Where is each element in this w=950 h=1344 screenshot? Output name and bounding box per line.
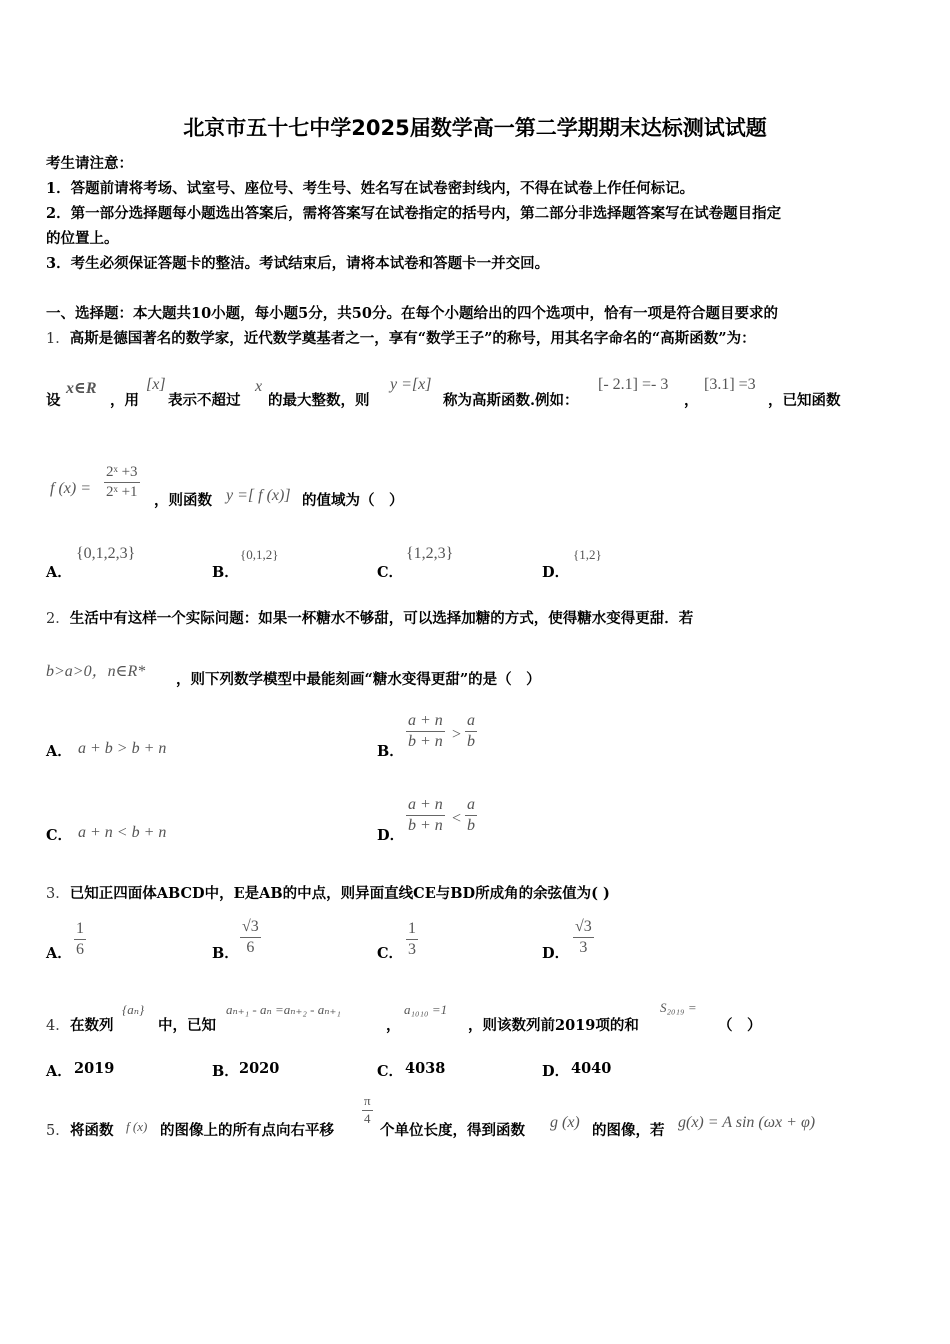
question-text: 中，已知 bbox=[158, 1017, 216, 1034]
option-label: D． bbox=[377, 827, 405, 844]
option-label: D． bbox=[542, 1063, 570, 1080]
fraction bbox=[573, 918, 594, 958]
math-expr: aₙ₊₁ - aₙ =aₙ₊₂ - aₙ₊₁ bbox=[226, 1002, 341, 1017]
math-expr: a₁₀₁₀ =1 bbox=[404, 1002, 448, 1017]
fraction bbox=[406, 796, 445, 836]
fraction-numerator: a bbox=[465, 712, 477, 732]
question-text: 的图像上的所有点向右平移 bbox=[160, 1122, 334, 1139]
question-text: ，则函数 bbox=[154, 492, 212, 509]
question-text: 已知正四面体ABCD中，E是AB的中点，则异面直线CE与BD所成角的余弦值为( ) bbox=[69, 885, 610, 902]
question-text: ， bbox=[684, 392, 699, 409]
option-value: 4038 bbox=[405, 1060, 446, 1077]
question-text: 的最大整数，则 bbox=[268, 392, 370, 409]
question-2-options-ab bbox=[46, 710, 906, 770]
fraction-numerator: 2ˣ +3 bbox=[104, 464, 140, 483]
question-text: ，用 bbox=[110, 392, 139, 409]
question-1-options bbox=[46, 545, 906, 581]
option-label: A． bbox=[46, 743, 72, 760]
math-expr: [x] bbox=[146, 376, 166, 393]
fraction bbox=[240, 918, 261, 958]
question-number: 1． bbox=[46, 331, 70, 347]
math-expr: x bbox=[255, 378, 263, 395]
question-text: 生活中有这样一个实际问题：如果一杯糖水不够甜，可以选择加糖的方式，使得糖水变得更甜．若 bbox=[69, 610, 694, 627]
notice-item: 2．第一部分选择题每小题选出答案后，需将答案写在试卷指定的括号内，第二部分非选择题答案写在试卷题目指定 bbox=[46, 205, 782, 222]
question-text: 高斯是德国著名的数学家，近代数学奠基者之一，享有“数学王子”的称号，用其名字命名的“高斯函数”为： bbox=[69, 330, 756, 347]
math-expr: g (x) bbox=[550, 1114, 580, 1131]
question-number: 5． bbox=[46, 1123, 70, 1139]
fraction bbox=[465, 712, 477, 752]
fraction bbox=[406, 920, 418, 960]
fraction bbox=[104, 464, 140, 502]
question-2-line1 bbox=[46, 607, 693, 628]
question-3 bbox=[46, 882, 610, 903]
fraction-denominator: b bbox=[467, 817, 475, 835]
math-operator: < bbox=[452, 810, 462, 827]
option-value: 2020 bbox=[239, 1060, 280, 1077]
math-expr: [3.1] =3 bbox=[704, 376, 756, 393]
math-expr: x∈R bbox=[66, 380, 97, 397]
fraction-numerator: √3 bbox=[573, 918, 594, 938]
option-value: {0,1,2,3} bbox=[76, 545, 136, 562]
fraction-numerator: a bbox=[465, 796, 477, 816]
option-label: B． bbox=[212, 945, 239, 962]
question-text: （ ） bbox=[718, 1017, 762, 1034]
fraction bbox=[406, 712, 445, 752]
math-expr: y =[ f (x)] bbox=[226, 487, 291, 504]
question-text: 个单位长度，得到函数 bbox=[380, 1122, 525, 1139]
fraction-numerator: 1 bbox=[74, 920, 86, 940]
option-label: A． bbox=[46, 1063, 72, 1080]
fraction-denominator: b + n bbox=[408, 733, 443, 751]
fraction-denominator: 2ˣ +1 bbox=[106, 484, 138, 501]
question-text: 在数列 bbox=[70, 1017, 114, 1034]
question-number: 4． bbox=[46, 1018, 70, 1034]
option-label: D． bbox=[542, 945, 570, 962]
option-label: B． bbox=[212, 1063, 239, 1080]
question-4-options bbox=[46, 1060, 906, 1080]
question-text: 设 bbox=[46, 392, 61, 409]
fraction bbox=[362, 1094, 373, 1127]
fraction-numerator: a + n bbox=[406, 712, 445, 732]
option-label: C． bbox=[377, 945, 404, 962]
option-label: C． bbox=[46, 827, 73, 844]
math-expr: b>a>0，n∈R* bbox=[46, 663, 146, 680]
math-expr: y =[x] bbox=[390, 376, 432, 393]
question-3-options bbox=[46, 918, 906, 972]
option-value: {1,2,3} bbox=[406, 545, 454, 562]
notice-heading: 考生请注意： bbox=[46, 155, 133, 172]
option-value: {1,2} bbox=[573, 547, 602, 562]
option-value: 2019 bbox=[74, 1060, 115, 1077]
fraction-denominator: 3 bbox=[408, 941, 416, 959]
fraction bbox=[74, 920, 86, 960]
question-1-line1 bbox=[46, 327, 756, 348]
math-expr: g(x) = A sin (ωx + φ) bbox=[678, 1114, 816, 1131]
question-text: 的图像，若 bbox=[592, 1122, 665, 1139]
fraction-numerator: 1 bbox=[406, 920, 418, 940]
option-label: B． bbox=[377, 743, 404, 760]
question-text: ， bbox=[386, 1017, 401, 1034]
question-text: 表示不超过 bbox=[168, 392, 241, 409]
question-5 bbox=[46, 1094, 906, 1144]
fraction-denominator: b + n bbox=[408, 817, 443, 835]
option-label: C． bbox=[377, 1063, 404, 1080]
notice-item: 3．考生必须保证答题卡的整洁。考试结束后，请将本试卷和答题卡一并交回。 bbox=[46, 255, 550, 272]
question-number: 2． bbox=[46, 611, 70, 627]
fraction-numerator: √3 bbox=[240, 918, 261, 938]
fraction-denominator: 6 bbox=[246, 939, 255, 957]
notice-item: 的位置上。 bbox=[46, 230, 119, 247]
question-4 bbox=[46, 998, 906, 1032]
math-expr: [- 2.1] =- 3 bbox=[598, 376, 669, 393]
math-expr: f (x) = bbox=[50, 480, 91, 497]
section-heading: 一、选择题：本大题共10小题，每小题5分，共50分。在每个小题给出的四个选项中，恰有一项是符合题目要求的 bbox=[46, 305, 778, 322]
option-label: A． bbox=[46, 945, 72, 962]
option-value: 4040 bbox=[571, 1060, 612, 1077]
page-title: 北京市五十七中学2025届数学高一第二学期期末达标测试试题 bbox=[183, 116, 767, 140]
fraction-denominator: 6 bbox=[76, 941, 84, 959]
option-label: D． bbox=[542, 564, 570, 581]
question-number: 3． bbox=[46, 886, 70, 902]
question-2-options-cd bbox=[46, 794, 906, 854]
fraction-denominator: 4 bbox=[364, 1110, 371, 1126]
fraction-denominator: 3 bbox=[579, 939, 588, 957]
question-text: 将函数 bbox=[70, 1122, 114, 1139]
question-text: ，则该数列前2019项的和 bbox=[468, 1017, 639, 1034]
math-expr: {aₙ} bbox=[122, 1002, 145, 1017]
math-expr: f (x) bbox=[126, 1119, 148, 1134]
fraction-denominator: b bbox=[467, 733, 475, 751]
question-text: 称为高斯函数.例如： bbox=[443, 392, 579, 409]
option-label: C． bbox=[377, 564, 404, 581]
option-value: {0,1,2} bbox=[240, 547, 279, 562]
notice-item: 1．答题前请将考场、试室号、座位号、考生号、姓名写在试卷密封线内，不得在试卷上作任何标记。 bbox=[46, 180, 695, 197]
option-label: A． bbox=[46, 564, 72, 581]
fraction-numerator: π bbox=[362, 1094, 373, 1111]
question-text: ，则下列数学模型中最能刻画“糖水变得更甜”的是（ ） bbox=[176, 671, 541, 688]
math-operator: > bbox=[452, 726, 462, 743]
question-text: ，已知函数 bbox=[768, 392, 841, 409]
option-label: B． bbox=[212, 564, 239, 581]
option-value: a + n < b + n bbox=[78, 824, 167, 841]
question-text: 的值域为（ ） bbox=[302, 492, 404, 509]
fraction bbox=[465, 796, 477, 836]
fraction-numerator: a + n bbox=[406, 796, 445, 816]
option-value: a + b > b + n bbox=[78, 740, 167, 757]
math-expr: S₂₀₁₉ = bbox=[660, 1000, 697, 1015]
